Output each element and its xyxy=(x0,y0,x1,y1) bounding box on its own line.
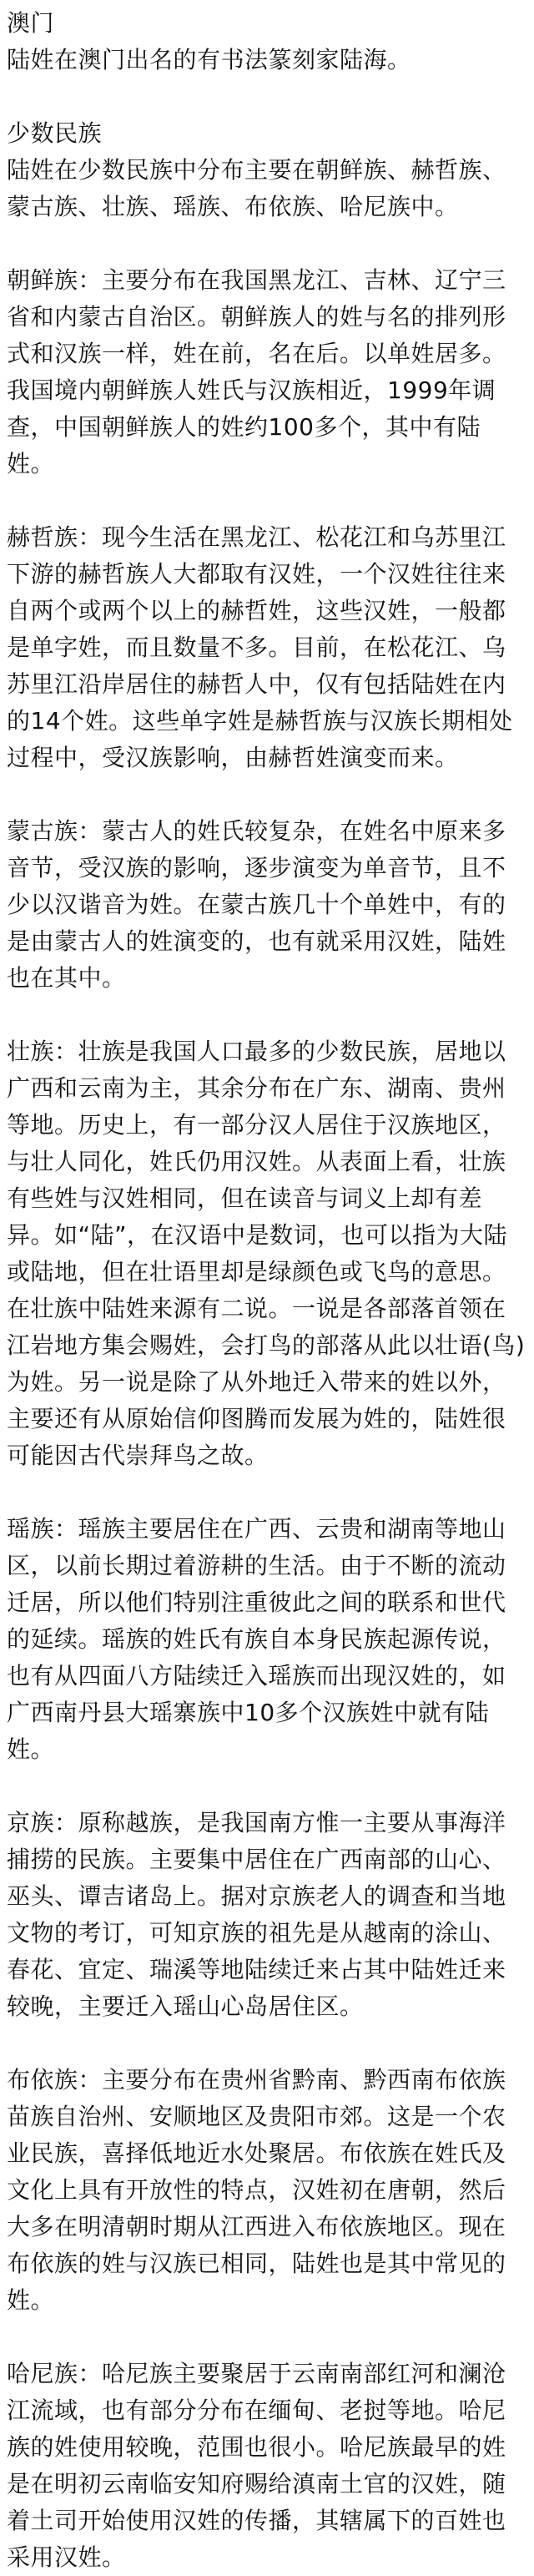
paragraph-hani: 哈尼族：哈尼族主要聚居于云南南部红河和澜沧江流域，也有部分分布在缅甸、老挝等地。哈尼族的姓使用较晚，范围也很小。哈尼族最早的姓是在明初云南临安知府赐给滇南土官的汉姓，随着土司开始使用汉姓的传播，其辖属下的百姓也采用汉姓。 xyxy=(7,2360,506,2571)
paragraph-gap xyxy=(7,482,527,519)
paragraph-gap xyxy=(7,997,527,1033)
paragraph-gap xyxy=(7,776,527,813)
paragraph-hezhe: 赫哲族：现今生活在黑龙江、松花江和乌苏里江下游的赫哲族人大都取有汉姓，一个汉姓往往来自两个或两个以上的赫哲姓，这些汉姓，一般都是单字姓，而且数量不多。目前，在松花江、乌苏里江沿岸居住的赫哲人中，仅有包括陆姓在内的14个姓。这些单字姓是赫哲族与汉族长期相处过程中，受汉族影响，由赫哲姓演变而来。 xyxy=(7,523,513,771)
paragraph-buyi: 布依族：主要分布在贵州省黔南、黔西南布依族苗族自治州、安顺地区及贵阳市郊。这是一个农业民族，喜择低地近水处聚居。布依族在姓氏及文化上具有开放性的特点，汉姓初在唐朝，然后大多在明清朝时期从江西进入布依族地区。现在布依族的姓与汉族已相同，陆姓也是其中常见的姓。 xyxy=(7,2066,506,2314)
paragraph-minorities: 少数民族 陆姓在少数民族中分布主要在朝鲜族、赫哲族、蒙古族、壮族、瑶族、布依族、哈尼族中。 xyxy=(7,119,506,220)
paragraph-zhuang: 壮族：壮族是我国人口最多的少数民族，居地以广西和云南为主，其余分布在广东、湖南、贵州等地。历史上，有一部分汉人居住于汉族地区，与壮人同化，姓氏仍用汉姓。从表面上看，壮族有些姓与汉姓相同，但在读音与词义上却有差异。如“陆”，在汉语中是数词，也可以指为大陆或陆地，但在壮语里却是绿颜色或飞鸟的意思。在壮族中陆姓来源有二说。一说是各部落首领在江岩地方集会赐姓，会打鸟的部落从此以壮语(鸟)为姓。另一说是除了从外地迁入带来的姓以外，主要还有从原始信仰图腾而发展为姓的，陆姓很可能因古代崇拜鸟之故。 xyxy=(7,1038,526,1469)
paragraph-macau: 澳门 陆姓在澳门出名的有书法篆刻家陆海。 xyxy=(7,9,411,73)
article-body xyxy=(7,5,527,2576)
paragraph-jing: 京族：原称越族，是我国南方惟一主要从事海洋捕捞的民族。主要集中居住在广西南部的山心、巫头、谭吉诸岛上。据对京族老人的调查和当地文物的考订，可知京族的祖先是从越南的涂山、春花、宜定、瑞溪等地陆续迁来占其中陆姓迁来较晚，主要迁入瑶山心岛居住区。 xyxy=(7,1809,506,2020)
paragraph-yao: 瑶族：瑶族主要居住在广西、云贵和湖南等地山区，以前长期过着游耕的生活。由于不断的流动迁居，所以他们特别注重彼此之间的联系和世代的延续。瑶族的姓氏有族自本身民族起源传说，也有从四面八方陆续迁入瑶族而出现汉姓的，如广西南丹县大瑶寨族中10多个汉族姓中就有陆姓。 xyxy=(7,1515,506,1763)
paragraph-gap xyxy=(7,1474,527,1511)
paragraph-gap xyxy=(7,2319,527,2356)
paragraph-korean: 朝鲜族：主要分布在我国黑龙江、吉林、辽宁三省和内蒙古自治区。朝鲜族人的姓与名的排列形式和汉族一样，姓在前，名在后。以单姓居多。我国境内朝鲜族人姓氏与汉族相近，1999年调查，中国朝鲜族人的姓约100多个，其中有陆姓。 xyxy=(7,266,506,477)
paragraph-gap xyxy=(7,2025,527,2062)
paragraph-gap xyxy=(7,225,527,262)
paragraph-gap xyxy=(7,1768,527,1805)
paragraph-gap xyxy=(7,78,527,115)
paragraph-mongol: 蒙古族：蒙古人的姓氏较复杂，在姓名中原来多音节，受汉族的影响，逐步演变为单音节，且不少以汉谐音为姓。在蒙古族几十个单姓中，有的是由蒙古人的姓演变的，也有就采用汉姓，陆姓也在其中。 xyxy=(7,817,506,992)
